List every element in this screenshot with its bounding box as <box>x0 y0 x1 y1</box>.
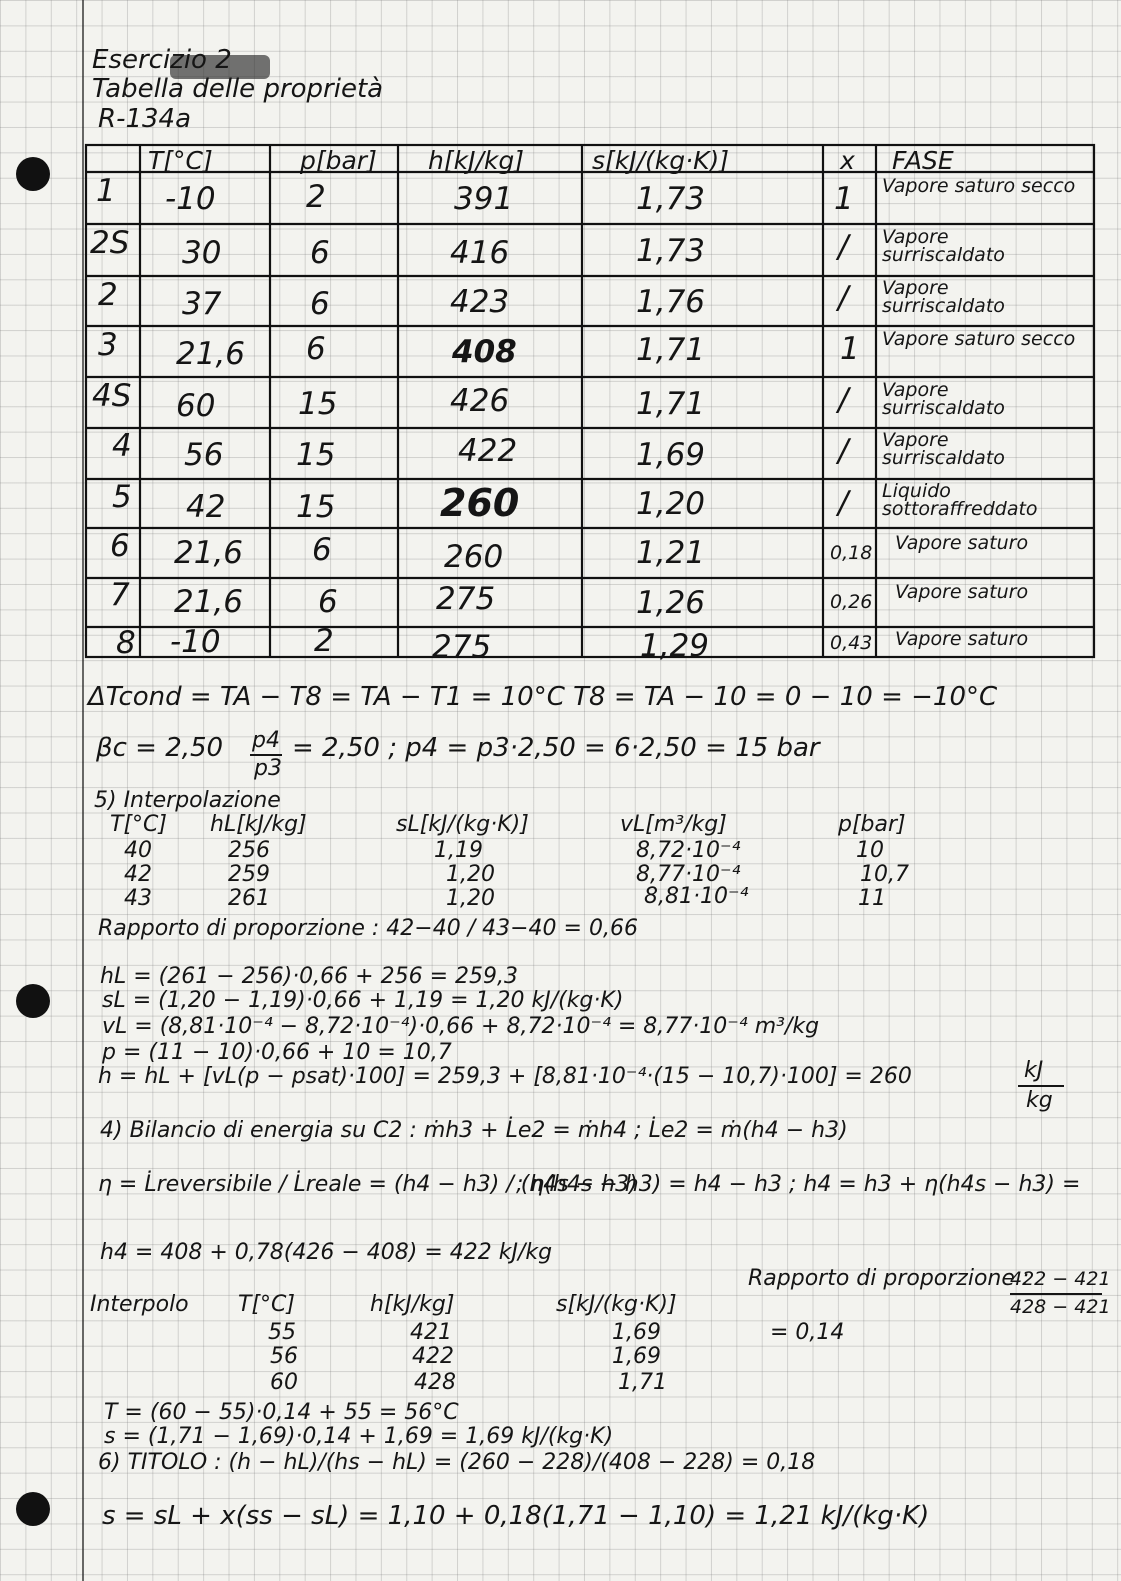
beta-fraction-den: p3 <box>254 756 282 781</box>
interp4-header-T: T[°C] <box>238 1292 295 1317</box>
ratio2-num: 422 − 421 <box>1010 1268 1111 1290</box>
cell-x: 0,43 <box>830 632 873 654</box>
interp5-header-p: p[bar] <box>838 812 906 837</box>
quality-calc: 6) TITOLO : (h − hL)/(hs − hL) = (260 − 228)/(408 − 228) = 0,18 <box>98 1450 816 1475</box>
cell-h: 275 <box>432 629 492 665</box>
beta-equation: βc = 2,50 <box>96 733 224 763</box>
interp5-cell: 1,20 <box>446 886 495 911</box>
cell-p: 15 <box>296 437 336 473</box>
efficiency-rearranged: ; η(h4s − h3) = h4 − h3 ; h4 = h3 + η(h4s − h3) = <box>516 1172 1081 1197</box>
row-id: 2S <box>90 225 130 261</box>
interp4-header-s: s[kJ/(kg·K)] <box>556 1292 677 1317</box>
interp5-header-vL: vL[m³/kg] <box>620 812 727 837</box>
interp5-cell: 10 <box>856 838 884 863</box>
cell-T: 21,6 <box>174 535 244 571</box>
cell-s: 1,76 <box>636 284 706 320</box>
cell-T: 21,6 <box>176 336 246 372</box>
interp5-header-sL: sL[kJ/(kg·K)] <box>396 812 529 837</box>
cell-x: / <box>838 280 849 316</box>
interp4-cell: 422 <box>412 1344 454 1369</box>
table-header-h: h[kJ/kg] <box>428 146 524 175</box>
fraction-bar <box>1018 1085 1064 1087</box>
interp4-cell: 421 <box>410 1320 452 1345</box>
row-id: 4S <box>92 378 132 414</box>
interp5-cell: 8,77·10⁻⁴ <box>636 862 741 887</box>
interp4-cell: 428 <box>414 1370 456 1395</box>
cell-p: 6 <box>306 331 326 367</box>
cell-p: 2 <box>314 623 334 659</box>
binder-hole <box>16 157 50 191</box>
table-header-p: p[bar] <box>300 146 377 175</box>
cell-x: / <box>838 433 849 469</box>
cell-x: 0,26 <box>830 591 873 613</box>
s4-calc: s = (1,71 − 1,69)·0,14 + 1,69 = 1,69 kJ/(kg·K) <box>104 1424 614 1449</box>
row-id: 6 <box>110 528 130 564</box>
cell-h: 416 <box>450 235 510 271</box>
interp5-cell: 1,19 <box>434 838 483 863</box>
hL-calc: hL = (261 − 256)·0,66 + 256 = 259,3 <box>100 964 518 989</box>
cell-s: 1,29 <box>640 628 710 664</box>
cell-s: 1,71 <box>636 332 706 368</box>
cell-T: -10 <box>170 624 221 660</box>
cell-T: 37 <box>182 286 222 322</box>
h4-calc: h4 = 408 + 0,78(426 − 408) = 422 kJ/kg <box>100 1240 553 1265</box>
cell-s: 1,21 <box>636 535 706 571</box>
ratio2-result: = 0,14 <box>770 1320 845 1345</box>
row-id: 8 <box>116 625 136 661</box>
interp4-cell: 1,69 <box>612 1320 661 1345</box>
interp5-header-hL: hL[kJ/kg] <box>210 812 307 837</box>
cell-s: 1,26 <box>636 585 706 621</box>
cell-p: 2 <box>306 179 326 215</box>
interp5-cell: 8,81·10⁻⁴ <box>644 884 749 909</box>
cell-phase: Vapore surriscaldato <box>882 379 1005 420</box>
cell-h: 260 <box>444 539 504 575</box>
cell-phase: Vapore saturo secco <box>882 175 1076 197</box>
cell-h: 423 <box>450 284 510 320</box>
vL-calc: vL = (8,81·10⁻⁴ − 8,72·10⁻⁴)·0,66 + 8,72·10⁻⁴ = 8,77·10⁻⁴ m³/kg <box>102 1014 820 1039</box>
cell-p: 6 <box>318 584 338 620</box>
cell-s: 1,73 <box>636 233 706 269</box>
cell-x: 1 <box>840 331 860 367</box>
interp5-header-T: T[°C] <box>110 812 167 837</box>
row-id: 7 <box>110 577 130 613</box>
table-header-x: x <box>840 146 855 175</box>
cell-T: 30 <box>182 235 222 271</box>
cell-T: 56 <box>184 437 224 473</box>
cell-phase: Vapore surriscaldato <box>882 226 1005 267</box>
table-header-s: s[kJ/(kg·K)] <box>592 146 729 175</box>
row-id: 1 <box>96 173 116 209</box>
proportion-ratio-1: Rapporto di proporzione : 42−40 / 43−40 = 0,66 <box>98 916 638 941</box>
interp4-cell: 60 <box>270 1370 298 1395</box>
interp5-cell: 10,7 <box>860 862 909 887</box>
cell-T: -10 <box>165 181 216 217</box>
cell-phase: Vapore saturo <box>895 532 1029 554</box>
cell-phase: Vapore saturo <box>895 628 1029 650</box>
interp4-cell: 1,69 <box>612 1344 661 1369</box>
cell-T: 42 <box>186 489 226 525</box>
cell-p: 15 <box>298 386 338 422</box>
interp5-cell: 261 <box>228 886 270 911</box>
cell-x: 1 <box>834 181 854 217</box>
cell-h: 275 <box>436 581 496 617</box>
interp5-cell: 40 <box>124 838 152 863</box>
interp4-cell: 56 <box>270 1344 298 1369</box>
cell-phase: Vapore saturo <box>895 581 1029 603</box>
cell-h: 260 <box>440 481 520 525</box>
interp5-cell: 43 <box>124 886 152 911</box>
sL-calc: sL = (1,20 − 1,19)·0,66 + 1,19 = 1,20 kJ/(kg·K) <box>102 988 624 1013</box>
interp4-label: Interpolo <box>90 1292 189 1317</box>
cell-h: 391 <box>454 181 514 217</box>
interp5-cell: 11 <box>858 886 886 911</box>
efficiency-formula: η = L̇reversibile / L̇reale = (h4 − h3) / (h4s − h3) <box>98 1172 638 1197</box>
interp5-cell: 8,72·10⁻⁴ <box>636 838 741 863</box>
row-id: 5 <box>112 479 132 515</box>
table-header-phase: FASE <box>892 146 954 175</box>
ratio2-den: 428 − 421 <box>1010 1296 1111 1318</box>
cell-s: 1,73 <box>636 181 706 217</box>
interp5-cell: 259 <box>228 862 270 887</box>
table-title: Tabella delle proprietà <box>92 74 384 104</box>
cell-x: / <box>838 382 849 418</box>
cell-p: 6 <box>310 235 330 271</box>
interp4-cell: 55 <box>268 1320 296 1345</box>
interp4-header-h: h[kJ/kg] <box>370 1292 455 1317</box>
cell-s: 1,69 <box>636 437 706 473</box>
table-header-T: T[°C] <box>148 146 213 175</box>
interp5-cell: 256 <box>228 838 270 863</box>
interpolation-5-title: 5) Interpolazione <box>94 788 281 813</box>
cell-s: 1,20 <box>636 486 706 522</box>
fraction-bar <box>1010 1293 1102 1295</box>
cell-phase: Vapore surriscaldato <box>882 429 1005 470</box>
fluid-name: R-134a <box>98 104 192 134</box>
row-id: 3 <box>98 327 118 363</box>
cell-phase: Liquido sottoraffreddato <box>882 480 1038 521</box>
row-id: 4 <box>112 428 132 464</box>
interp5-cell: 42 <box>124 862 152 887</box>
h5-unit-den: kg <box>1026 1088 1053 1113</box>
cell-x: 0,18 <box>830 542 873 564</box>
energy-balance: 4) Bilancio di energia su C2 : ṁh3 + L̇e2 = ṁh4 ; L̇e2 = ṁ(h4 − h3) <box>100 1118 848 1143</box>
cell-s: 1,71 <box>636 386 706 422</box>
cell-h: 422 <box>458 433 518 469</box>
h5-calc: h = hL + [vL(p − psat)·100] = 259,3 + [8,81·10⁻⁴·(15 − 10,7)·100] = 260 <box>98 1064 912 1089</box>
interp4-cell: 1,71 <box>618 1370 667 1395</box>
cell-T: 21,6 <box>174 584 244 620</box>
s6-calc: s = sL + x(ss − sL) = 1,10 + 0,18(1,71 − 1,10) = 1,21 kJ/(kg·K) <box>102 1501 930 1531</box>
beta-fraction-num: p4 <box>252 728 280 753</box>
cell-phase: Vapore saturo secco <box>882 328 1076 350</box>
cell-phase: Vapore surriscaldato <box>882 277 1005 318</box>
exercise-title: Esercizio 2 <box>92 45 232 75</box>
T4-calc: T = (60 − 55)·0,14 + 55 = 56°C <box>104 1400 459 1425</box>
cell-p: 6 <box>310 286 330 322</box>
delta-t-equation: ΔTcond = TA − T8 = TA − T1 = 10°C T8 = TA − 10 = 0 − 10 = −10°C <box>88 682 998 712</box>
interp5-cell: 1,20 <box>446 862 495 887</box>
margin-line <box>82 0 84 1581</box>
cell-T: 60 <box>176 388 216 424</box>
binder-hole <box>16 1492 50 1526</box>
cell-x: / <box>838 229 849 265</box>
cell-x: / <box>838 485 849 521</box>
h5-unit-num: kJ <box>1024 1058 1044 1083</box>
cell-p: 15 <box>296 489 336 525</box>
row-id: 2 <box>98 277 118 313</box>
cell-h: 426 <box>450 383 510 419</box>
proportion-ratio-2-label: Rapporto di proporzione : <box>748 1266 1030 1291</box>
cell-p: 6 <box>312 532 332 568</box>
p-calc: p = (11 − 10)·0,66 + 10 = 10,7 <box>102 1040 452 1065</box>
p4-equation: = 2,50 ; p4 = p3·2,50 = 6·2,50 = 15 bar <box>292 733 820 763</box>
cell-h: 408 <box>452 334 517 370</box>
binder-hole <box>16 984 50 1018</box>
